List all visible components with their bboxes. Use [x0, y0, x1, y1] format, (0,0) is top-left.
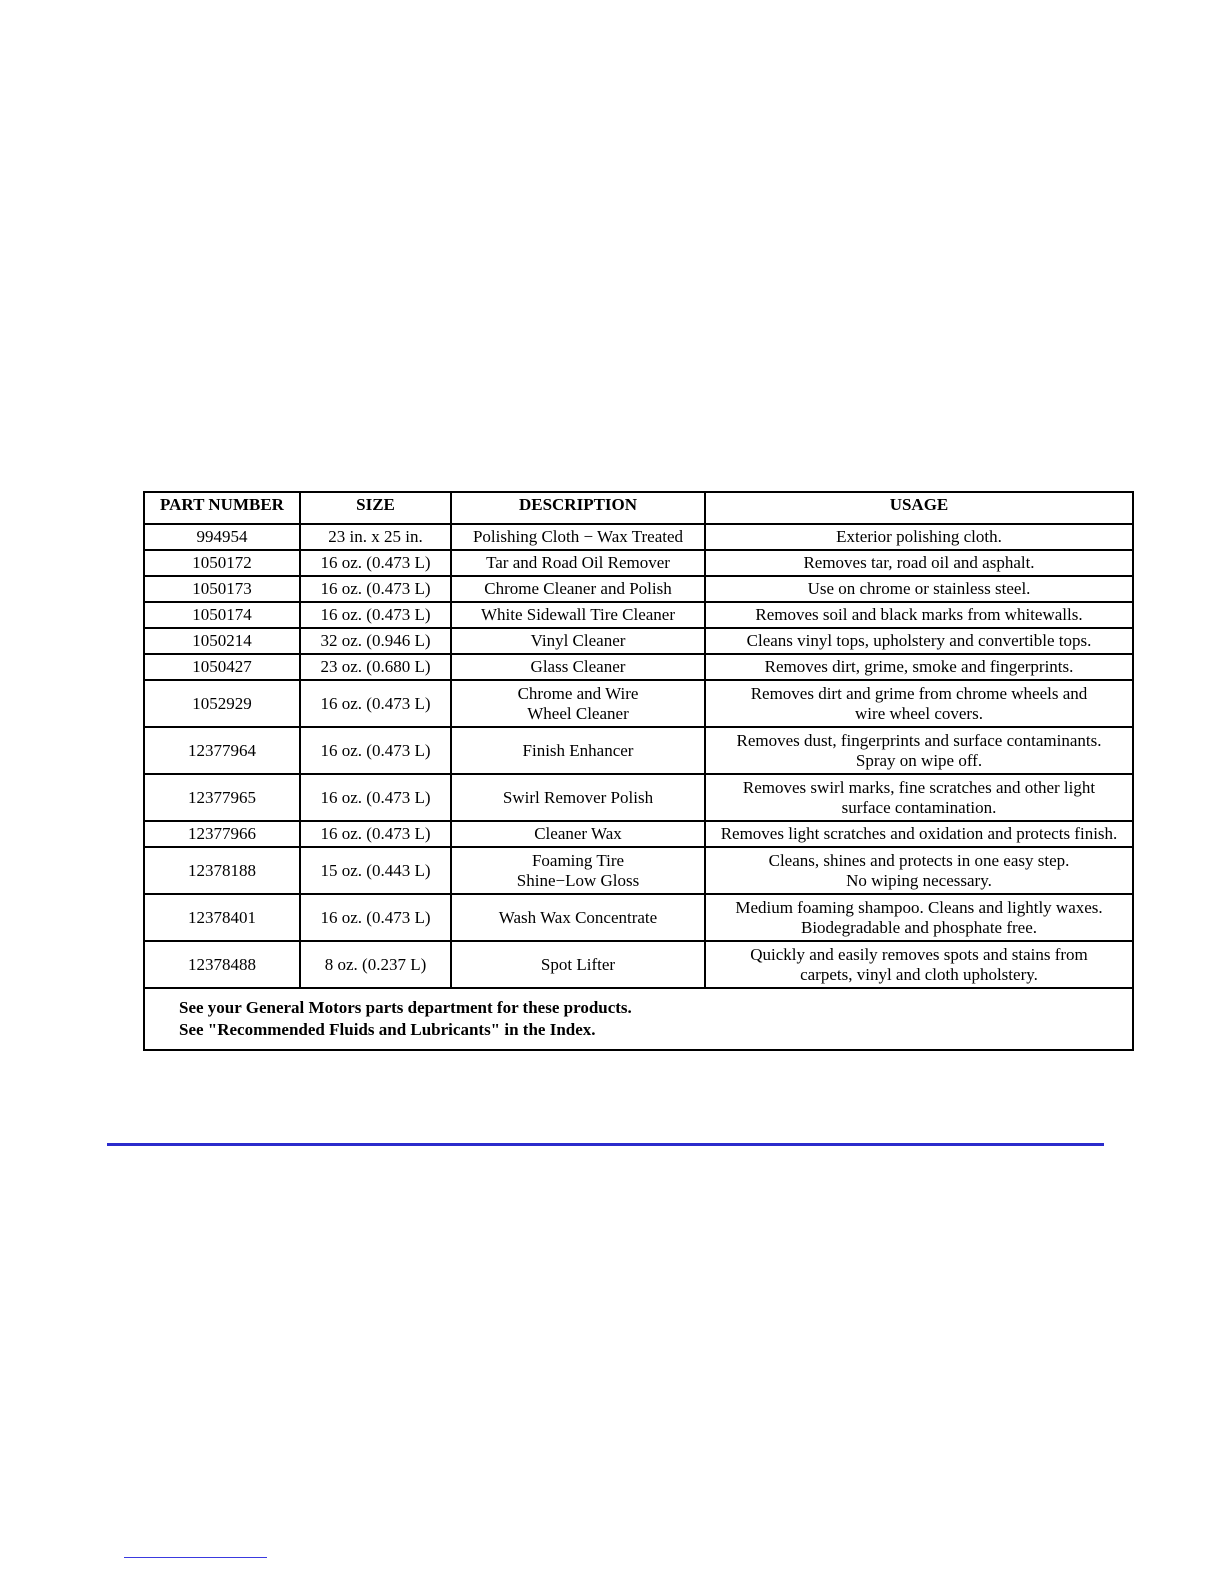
part-number-cell: 12378188 [144, 847, 300, 894]
size-cell: 23 in. x 25 in. [300, 524, 451, 550]
part-number-cell: 1050174 [144, 602, 300, 628]
description-cell: Wash Wax Concentrate [451, 894, 705, 941]
description-cell: Tar and Road Oil Remover [451, 550, 705, 576]
part-number-cell: 12377965 [144, 774, 300, 821]
usage-cell: Quickly and easily removes spots and stains from carpets, vinyl and cloth upholstery. [705, 941, 1133, 988]
usage-cell: Medium foaming shampoo. Cleans and lightly waxes. Biodegradable and phosphate free. [705, 894, 1133, 941]
usage-cell: Cleans, shines and protects in one easy step. No wiping necessary. [705, 847, 1133, 894]
part-number-cell: 12378401 [144, 894, 300, 941]
table-row [144, 894, 1133, 941]
usage-cell: Removes swirl marks, fine scratches and other light surface contamination. [705, 774, 1133, 821]
size-cell: 16 oz. (0.473 L) [300, 576, 451, 602]
table-row [144, 628, 1133, 654]
footer-link-underline[interactable] [124, 1557, 267, 1558]
description-cell: Chrome and Wire Wheel Cleaner [451, 680, 705, 727]
table-row [144, 602, 1133, 628]
header-part-number: PART NUMBER [144, 492, 300, 524]
description-cell: Spot Lifter [451, 941, 705, 988]
size-cell: 16 oz. (0.473 L) [300, 894, 451, 941]
description-cell: Foaming Tire Shine−Low Gloss [451, 847, 705, 894]
table-header-row [144, 492, 1133, 524]
size-cell: 16 oz. (0.473 L) [300, 680, 451, 727]
table-row [144, 576, 1133, 602]
size-cell: 23 oz. (0.680 L) [300, 654, 451, 680]
part-number-cell: 1050427 [144, 654, 300, 680]
size-cell: 16 oz. (0.473 L) [300, 602, 451, 628]
table-row [144, 774, 1133, 821]
size-cell: 16 oz. (0.473 L) [300, 774, 451, 821]
size-cell: 16 oz. (0.473 L) [300, 727, 451, 774]
table-notes-row [144, 988, 1133, 1050]
table-row [144, 550, 1133, 576]
size-cell: 32 oz. (0.946 L) [300, 628, 451, 654]
usage-cell: Removes tar, road oil and asphalt. [705, 550, 1133, 576]
table-row [144, 654, 1133, 680]
usage-cell: Use on chrome or stainless steel. [705, 576, 1133, 602]
usage-cell: Removes soil and black marks from whitewalls. [705, 602, 1133, 628]
part-number-cell: 1052929 [144, 680, 300, 727]
usage-cell: Cleans vinyl tops, upholstery and convertible tops. [705, 628, 1133, 654]
description-cell: Swirl Remover Polish [451, 774, 705, 821]
description-cell: Finish Enhancer [451, 727, 705, 774]
notes-cell [144, 988, 1133, 1050]
table-row [144, 524, 1133, 550]
size-cell: 8 oz. (0.237 L) [300, 941, 451, 988]
part-number-cell: 1050172 [144, 550, 300, 576]
description-cell: White Sidewall Tire Cleaner [451, 602, 705, 628]
part-number-cell: 994954 [144, 524, 300, 550]
description-cell: Cleaner Wax [451, 821, 705, 847]
header-usage: USAGE [705, 492, 1133, 524]
table-row [144, 847, 1133, 894]
part-number-cell: 12377964 [144, 727, 300, 774]
usage-cell: Removes dirt and grime from chrome wheels and wire wheel covers. [705, 680, 1133, 727]
description-cell: Chrome Cleaner and Polish [451, 576, 705, 602]
size-cell: 15 oz. (0.443 L) [300, 847, 451, 894]
appearance-care-parts-table [143, 491, 1134, 1051]
part-number-cell: 12377966 [144, 821, 300, 847]
part-number-cell: 1050214 [144, 628, 300, 654]
note-parts-department: See your General Motors parts department for these products. [179, 998, 632, 1017]
section-divider [107, 1143, 1104, 1146]
description-cell: Vinyl Cleaner [451, 628, 705, 654]
part-number-cell: 12378488 [144, 941, 300, 988]
table-row [144, 680, 1133, 727]
usage-cell: Removes dust, fingerprints and surface contaminants. Spray on wipe off. [705, 727, 1133, 774]
table-row [144, 727, 1133, 774]
part-number-cell: 1050173 [144, 576, 300, 602]
note-fluids-lubricants: See "Recommended Fluids and Lubricants" in the Index. [179, 1020, 596, 1039]
size-cell: 16 oz. (0.473 L) [300, 821, 451, 847]
usage-cell: Exterior polishing cloth. [705, 524, 1133, 550]
header-size: SIZE [300, 492, 451, 524]
description-cell: Glass Cleaner [451, 654, 705, 680]
size-cell: 16 oz. (0.473 L) [300, 550, 451, 576]
table-row [144, 941, 1133, 988]
usage-cell: Removes light scratches and oxidation and protects finish. [705, 821, 1133, 847]
table-row [144, 821, 1133, 847]
header-description: DESCRIPTION [451, 492, 705, 524]
usage-cell: Removes dirt, grime, smoke and fingerprints. [705, 654, 1133, 680]
description-cell: Polishing Cloth − Wax Treated [451, 524, 705, 550]
